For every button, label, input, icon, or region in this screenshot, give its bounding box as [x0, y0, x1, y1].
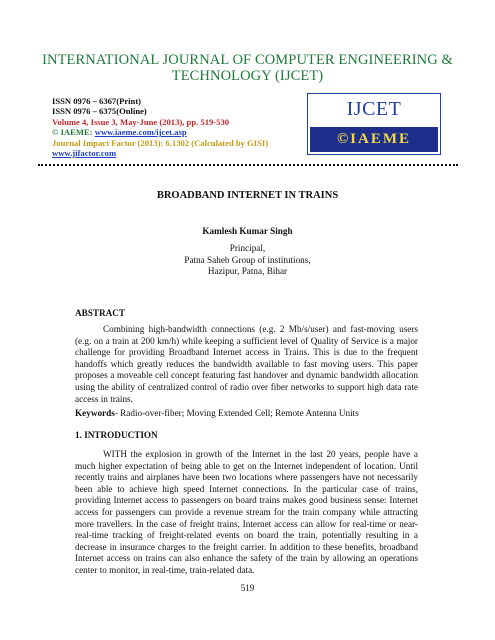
- journal-title: INTERNATIONAL JOURNAL OF COMPUTER ENGINEERING & TECHNOLOGY (IJCET): [42, 52, 453, 84]
- ijcet-logo: [307, 93, 441, 155]
- volume-info: Volume 4, Issue 3, May-June (2013), pp. 519-530: [52, 116, 230, 127]
- iaeme-link[interactable]: www.iaeme.com/ijcet.asp: [94, 127, 187, 138]
- logo-title: IJCET: [346, 98, 402, 120]
- page-number: 519: [240, 583, 255, 593]
- issn-online: ISSN 0976 – 6375(Online): [52, 106, 147, 117]
- introduction-text: WITH the explosion in growth of the Internet in the last 20 years, people have a much higher expectation of being able to get on the Internet independent of location. Until recently trains and airplanes have been two locations where passengers have not necessarily been able to achieve high speed Internet connections. In the particular case of trains, providing Internet access to passengers on board trains makes good business sense: Internet access for passengers can provide a revenue stream for the train company while attracting more travellers. In the case of freight trains, Internet access can allow for real-time or near-real-time tracking of freight-related events on board the train, potentially resulting in a decrease in insurance charges to the freight carrier. In addition to these benefits, broadband Internet access on trains can also enhance the safety of the train by allowing an operations center to monitor, in real-time, train-related data.: [75, 449, 418, 575]
- logo-publisher: ©IAEME: [310, 127, 438, 152]
- affiliation-line: Hazipur, Patna, Bihar: [207, 266, 288, 276]
- keywords-label: Keywords: [75, 408, 115, 418]
- paper-title: BROADBAND INTERNET IN TRAINS: [156, 190, 339, 201]
- journal-meta: [52, 96, 268, 158]
- affiliation-line: Principal,: [229, 243, 266, 253]
- author-affiliation: [0, 243, 495, 278]
- keywords: [75, 408, 420, 418]
- abstract-text: Combining high-bandwidth connections (e.g. 2 Mb/s/user) and fast-moving users (e.g. on a train at 200 km/h) while keeping a sufficient level of Quality of Service is a major challenge for providing Broadband Internet access in Trains. This is due to the frequent handoffs which greatly reduces the bandwidth available to fast moving users. This paper proposes a moveable cell concept featuring fast handover and dynamic bandwidth allocation using the ability of centralized control of radio over fiber networks to support high data rate access in trains.: [75, 324, 418, 404]
- abstract-heading: ABSTRACT: [75, 308, 126, 318]
- iaeme-line: [52, 127, 268, 137]
- dotted-divider: [38, 164, 458, 166]
- iaeme-prefix: © IAEME:: [52, 127, 95, 138]
- keywords-text: - Radio-over-fiber; Moving Extended Cell; Remote Antenna Units: [114, 408, 359, 418]
- issn-print: ISSN 0976 – 6367(Print): [52, 96, 142, 106]
- impact-factor: Journal Impact Factor (2013): 6.1302 (Calculated by GISI): [52, 137, 269, 148]
- introduction-heading: 1. INTRODUCTION: [75, 430, 158, 440]
- affiliation-line: Patna Saheb Group of institutions,: [184, 254, 311, 265]
- author-name: Kamlesh Kumar Singh: [202, 226, 293, 236]
- jifactor-link[interactable]: www.jifactor.com: [52, 148, 117, 159]
